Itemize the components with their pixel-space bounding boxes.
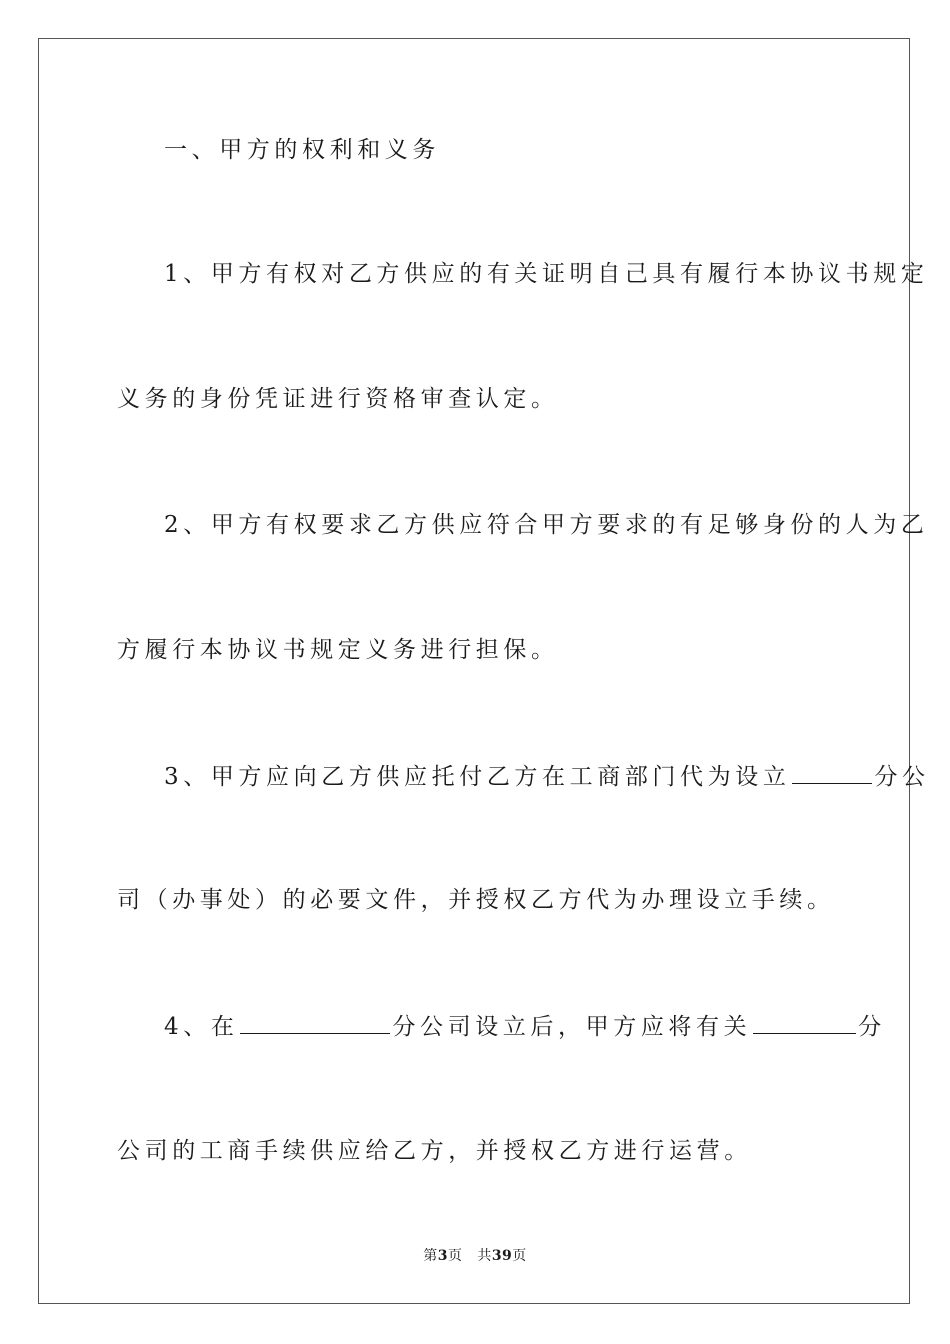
item-4-text-c: 分	[858, 1014, 886, 1040]
item-4-text-a: 4、在	[164, 1014, 239, 1040]
fill-in-blank	[792, 761, 872, 784]
total-suffix: 页	[512, 1248, 527, 1264]
item-4-line-1	[164, 1011, 886, 1042]
item-2-line-2: 方履行本协议书规定义务进行担保。	[117, 637, 559, 663]
item-1-line-2: 义务的身份凭证进行资格审查认定。	[117, 386, 559, 412]
item-1-line-1: 1、甲方有权对乙方供应的有关证明自己具有履行本协议书规定	[164, 261, 929, 287]
item-2-line-1: 2、甲方有权要求乙方供应符合甲方要求的有足够身份的人为乙	[164, 512, 929, 538]
item-3-line-1	[164, 761, 930, 792]
page-footer	[0, 1247, 950, 1265]
total-prefix: 共	[477, 1248, 492, 1264]
fill-in-blank	[240, 1011, 390, 1034]
item-3-text-b: 分公	[874, 764, 930, 790]
fill-in-blank	[753, 1011, 856, 1034]
total-pages: 39	[491, 1248, 513, 1264]
item-3-text-a: 3、甲方应向乙方供应托付乙方在工商部门代为设立	[164, 764, 791, 790]
item-4-text-b: 分公司设立后，甲方应将有关	[392, 1014, 752, 1040]
item-3-line-2: 司（办事处）的必要文件，并授权乙方代为办理设立手续。	[117, 887, 835, 913]
section-heading: 一、甲方的权利和义务	[164, 137, 440, 163]
page-suffix: 页	[447, 1248, 463, 1264]
item-4-line-2: 公司的工商手续供应给乙方，并授权乙方进行运营。	[117, 1138, 752, 1164]
page-number: 3	[437, 1248, 448, 1264]
page-border	[38, 38, 910, 1304]
page-prefix: 第	[423, 1248, 438, 1264]
